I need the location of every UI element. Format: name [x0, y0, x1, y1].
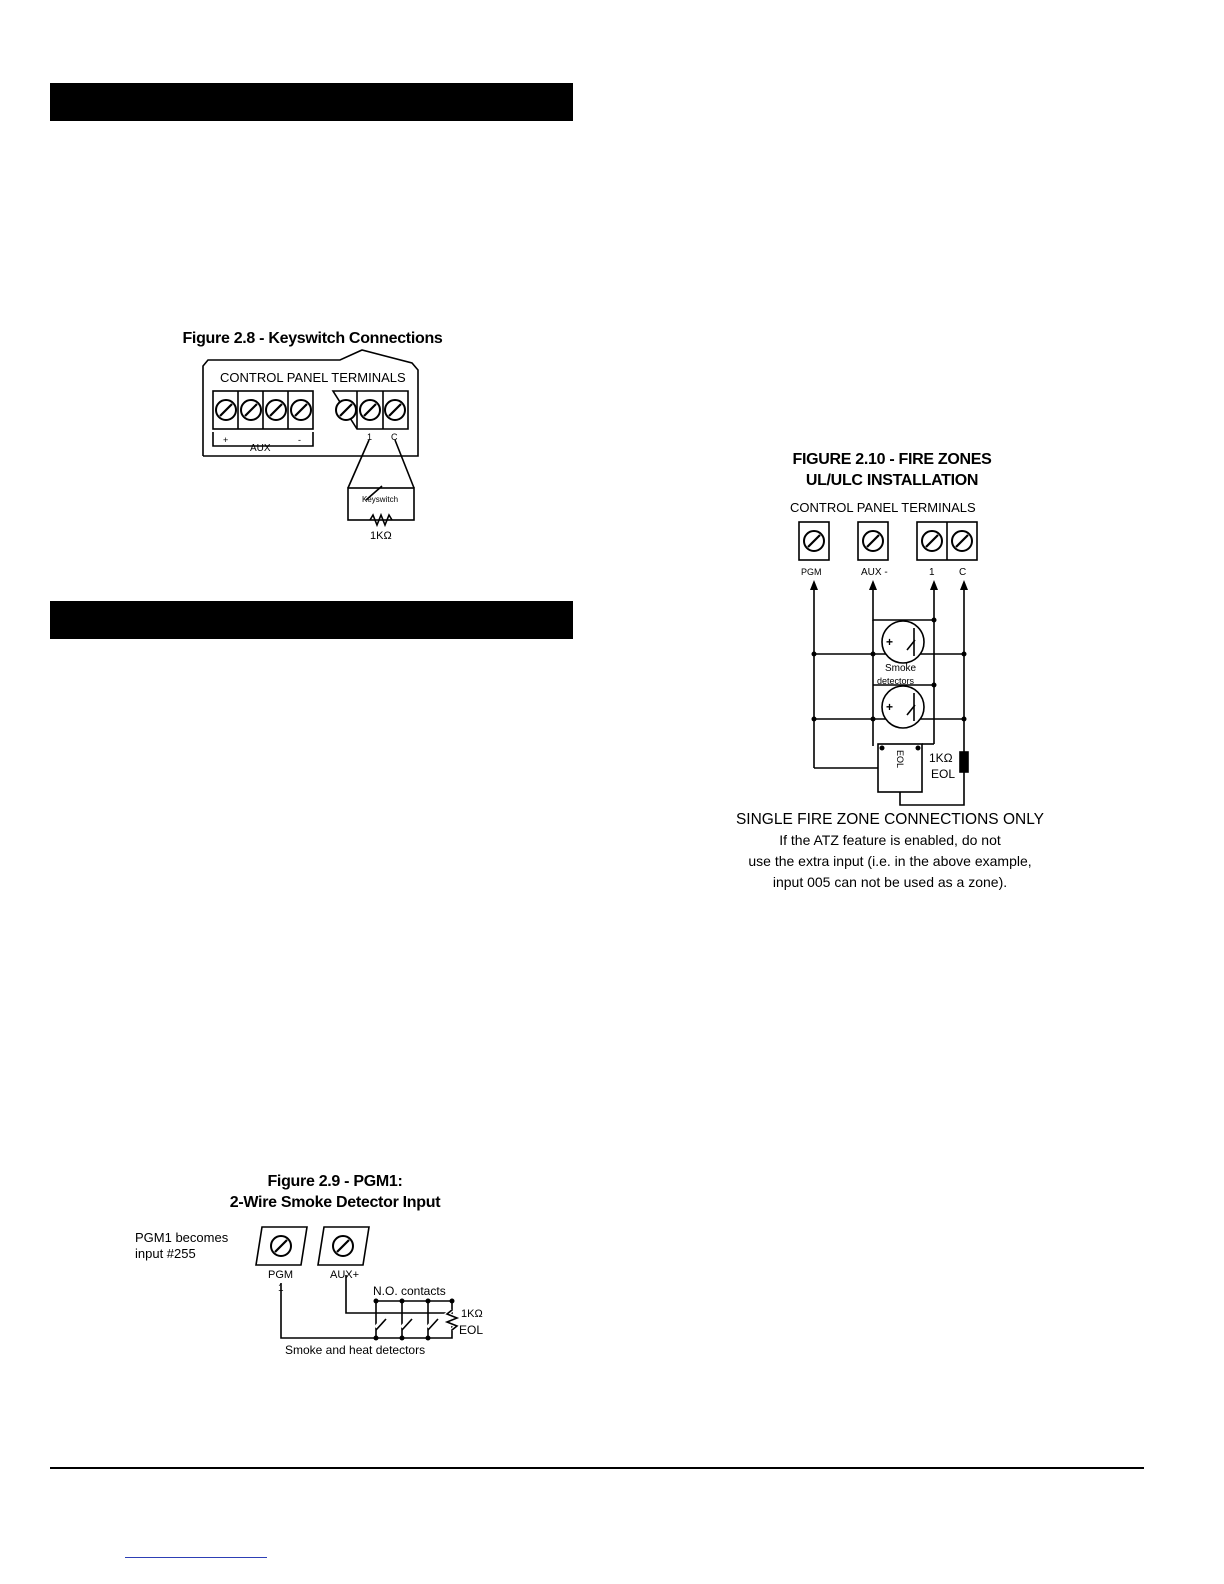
screw-icon	[863, 531, 883, 551]
eol-module-label: EOL	[895, 750, 905, 769]
screw-icon	[216, 400, 236, 420]
screw-icon	[271, 1236, 291, 1256]
fire-aux-label: AUX -	[861, 567, 888, 578]
eol-resistor-value: 1KΩ	[461, 1308, 483, 1320]
fire-terminal-1-label: 1	[929, 567, 935, 578]
screw-icon	[266, 400, 286, 420]
screw-icon	[922, 531, 942, 551]
keyswitch-panel-label: CONTROL PANEL TERMINALS	[220, 370, 406, 385]
terminal-c-label: C	[391, 432, 398, 442]
figure-2-8-title: Figure 2.8 - Keyswitch Connections	[182, 330, 443, 347]
pgm-note-line-2: input #255	[135, 1246, 196, 1261]
aux-label: AUX	[250, 443, 271, 454]
keyswitch-panel-outline	[203, 350, 418, 456]
fire-zone-note-heading: SINGLE FIRE ZONE CONNECTIONS ONLY	[735, 811, 1045, 828]
fire-zone-note-line-2: use the extra input (i.e. in the above example,	[748, 853, 1032, 869]
smoke-detectors-label-2: detectors	[877, 676, 915, 686]
screw-icon	[336, 400, 356, 420]
screw-icon	[291, 400, 311, 420]
aux-minus-label: -	[298, 435, 301, 445]
fire-zone-note-line-3: input 005 can not be used as a zone).	[772, 874, 1008, 890]
footer-link-underline[interactable]	[125, 1557, 267, 1558]
detector-plus-icon: +	[886, 635, 894, 649]
screw-icon	[360, 400, 380, 420]
eol-label: EOL	[459, 1323, 484, 1337]
aux-plus-terminal-label: AUX+	[330, 1269, 360, 1281]
fire-pgm-label: PGM	[801, 567, 822, 577]
keyswitch-label: Keyswitch	[362, 495, 399, 504]
fire-zone-panel-label: CONTROL PANEL TERMINALS	[790, 500, 976, 515]
pgm-note-line-1: PGM1 becomes	[135, 1230, 229, 1245]
detector-plus-icon: +	[886, 700, 894, 714]
screw-icon	[333, 1236, 353, 1256]
aux-plus-label: +	[223, 435, 229, 445]
screw-icon	[804, 531, 824, 551]
smoke-detectors-label-1: Smoke	[885, 663, 917, 674]
no-contacts-label: N.O. contacts	[373, 1284, 446, 1298]
detectors-label: Smoke and heat detectors	[285, 1343, 426, 1357]
fire-zone-note-line-1: If the ATZ feature is enabled, do not	[779, 832, 1001, 848]
keyswitch-resistor-label: 1KΩ	[370, 530, 392, 542]
footer-rule	[50, 1467, 1144, 1469]
screw-icon	[952, 531, 972, 551]
figure-2-10-title: FIGURE 2.10 - FIRE ZONES UL/ULC INSTALLATION	[792, 451, 992, 489]
screw-icon	[241, 400, 261, 420]
terminal-1-label: 1	[367, 432, 373, 442]
pgm-number: 1	[278, 1283, 284, 1294]
eol-resistor	[960, 752, 968, 772]
figure-2-9-title: Figure 2.9 - PGM1: 2-Wire Smoke Detector Input	[229, 1173, 441, 1211]
screw-icon	[385, 400, 405, 420]
figure-2-10-arrows	[810, 580, 968, 590]
pgm-label: PGM	[268, 1269, 294, 1281]
fire-resistor-value: 1KΩ	[929, 751, 953, 765]
fire-eol-label: EOL	[931, 767, 956, 781]
fire-terminal-c-label: C	[959, 567, 967, 578]
